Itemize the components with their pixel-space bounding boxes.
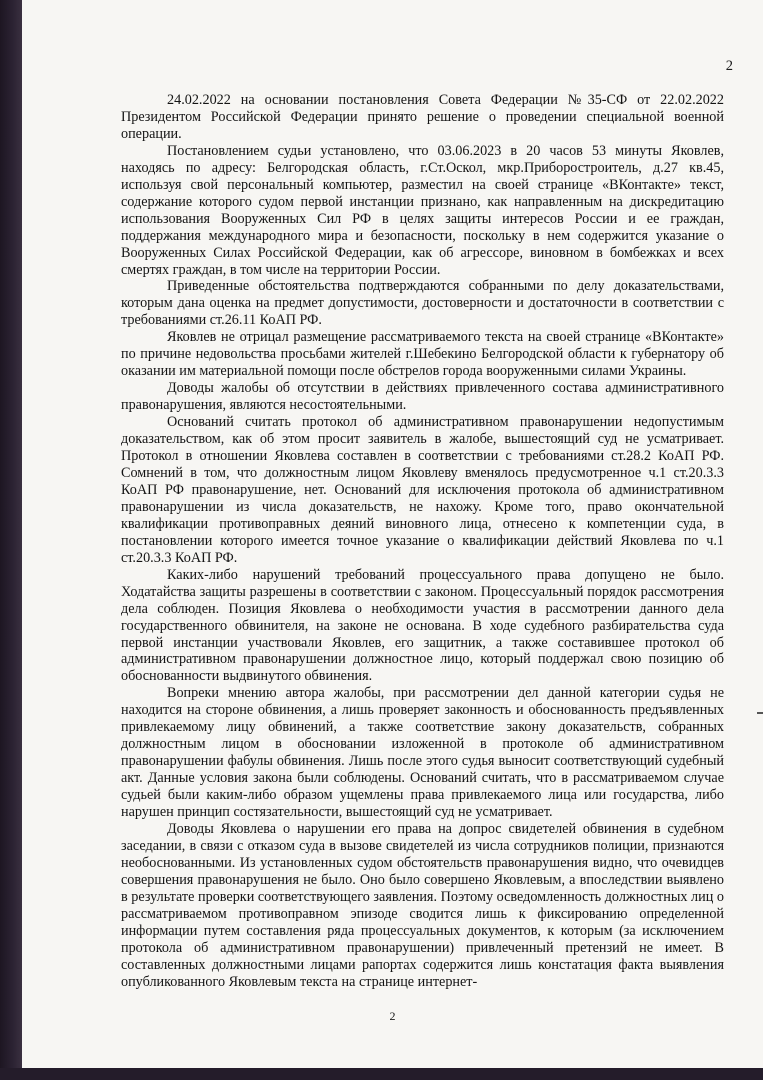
scan-border-left [0, 0, 22, 1080]
scan-mark [757, 712, 763, 714]
scan-border-bottom [0, 1068, 763, 1080]
page-number-top: 2 [725, 58, 733, 74]
paragraph-5: Доводы жалобы об отсутствии в действиях привлеченного состава административного правонарушения, являются несостоятельными. [121, 380, 724, 414]
paragraph-9: Доводы Яковлева о нарушении его права на допрос свидетелей обвинения в судебном заседании, в связи с отказом суда в вызове свидетелей из числа сотрудников полиции, признаются необоснованными. Из установленных судом обстоятельств правонарушения видно, что очевидцев совершения правонарушения не было. Оно было совершено Яковлевым, а впоследствии выявлено в результате проверки соответствующего заявления. Поэтому осведомленность должностных лиц о рассматриваемом противоправном эпизоде сводится лишь к фиксированию определенной информации путем составления ряда процессуальных документов, к которым (за исключением протокола об административном правонарушении) привлеченный претензий не имеет. В составленных должностными лицами рапортах содержится лишь констатация факта выявления опубликованного Яковлевым текста на странице интернет- [121, 820, 724, 990]
page-number-bottom: 2 [389, 1009, 396, 1023]
paragraph-4: Яковлев не отрицал размещение рассматриваемого текста на своей странице «ВКонтакте» по причине недовольства просьбами жителей г.Шебекино Белгородской области к губернатору об оказании им материальной помощи после обстрелов города вооруженными силами Украины. [121, 329, 724, 380]
paragraph-1: 24.02.2022 на основании постановления Совета Федерации №35-СФ от 22.02.2022 Президентом Российской Федерации принято решение о проведении специальной военной операции. [121, 92, 724, 142]
paragraph-6: Оснований считать протокол об административном правонарушении недопустимым доказательством, как об этом просит заявитель в жалобе, вышестоящий суд не усматривает. Протокол в отношении Яковлева составлен в соответствии с требованиями ст.28.2 КоАП РФ. Сомнений в том, что должностным лицом Яковлеву вменялось предусмотренное ч.1 ст.20.3.3 КоАП РФ правонарушение, нет. Оснований для исключения протокола об административном правонарушении из числа доказательств, не нахожу. Кроме того, право окончательной квалификации противоправных деяний виновного лица, отнесено к компетенции суда, в постановлении которого имеется точное указание о квалификации действий Яковлева по ч.1 ст.20.3.3 КоАП РФ. [121, 414, 724, 566]
document-page [22, 0, 763, 1068]
paragraph-7: Каких-либо нарушений требований процессуального права допущено не было. Ходатайства защиты разрешены в соответствии с законом. Процессуальный порядок рассмотрения дела соблюден. Позиция Яковлева о необходимости участия в рассмотрении данного дела государственного обвинителя, на законе не основана. В ходе судебного разбирательства суда первой инстанции участвовали Яковлев, его защитник, а также составившее протокол об административном правонарушении должностное лицо, который поддержал свою позицию об обоснованности выдвинутого обвинения. [121, 566, 724, 685]
paragraph-2: Постановлением судьи установлено, что 03.06.2023 в 20 часов 53 минуты Яковлев, находясь по адресу: Белгородская область, г.Ст.Оскол, мкр.Приборостроитель, д.27 кв.45, используя свой персональный компьютер, разместил на своей странице «ВКонтакте» текст, содержание которого судом первой инстанции признано, как направленным на дискредитацию использования Вооруженных Сил РФ в целях защиты интересов России и ее граждан, поддержания международного мира и безопасности, поскольку в нем содержится указание о Вооруженных Силах Российской Федерации, как об агрессоре, виновном в бомбежках и всех смертях граждан, в том числе на территории России. [121, 142, 724, 278]
document-body [121, 92, 724, 991]
paragraph-8: Вопреки мнению автора жалобы, при рассмотрении дел данной категории судья не находится на стороне обвинения, а лишь проверяет законность и обоснованность предъявленных привлекаемому лицу обвинений, а также соответствие закону доказательств, собранных должностным лицом в обосновании изложенной в протоколе об административном правонарушении фабулы обвинения. Лишь после этого судья выносит соответствующий судебный акт. Данные условия закона были соблюдены. Оснований считать, что в рассматриваемом случае судьей были каким-либо образом ущемлены права привлекаемого лица или государства, либо нарушен принцип состязательности, вышестоящий суд не усматривает. [121, 685, 724, 821]
paragraph-3: Приведенные обстоятельства подтверждаются собранными по делу доказательствами, которым дана оценка на предмет допустимости, достоверности и достаточности в соответствии с требованиями ст.26.11 КоАП РФ. [121, 278, 724, 329]
